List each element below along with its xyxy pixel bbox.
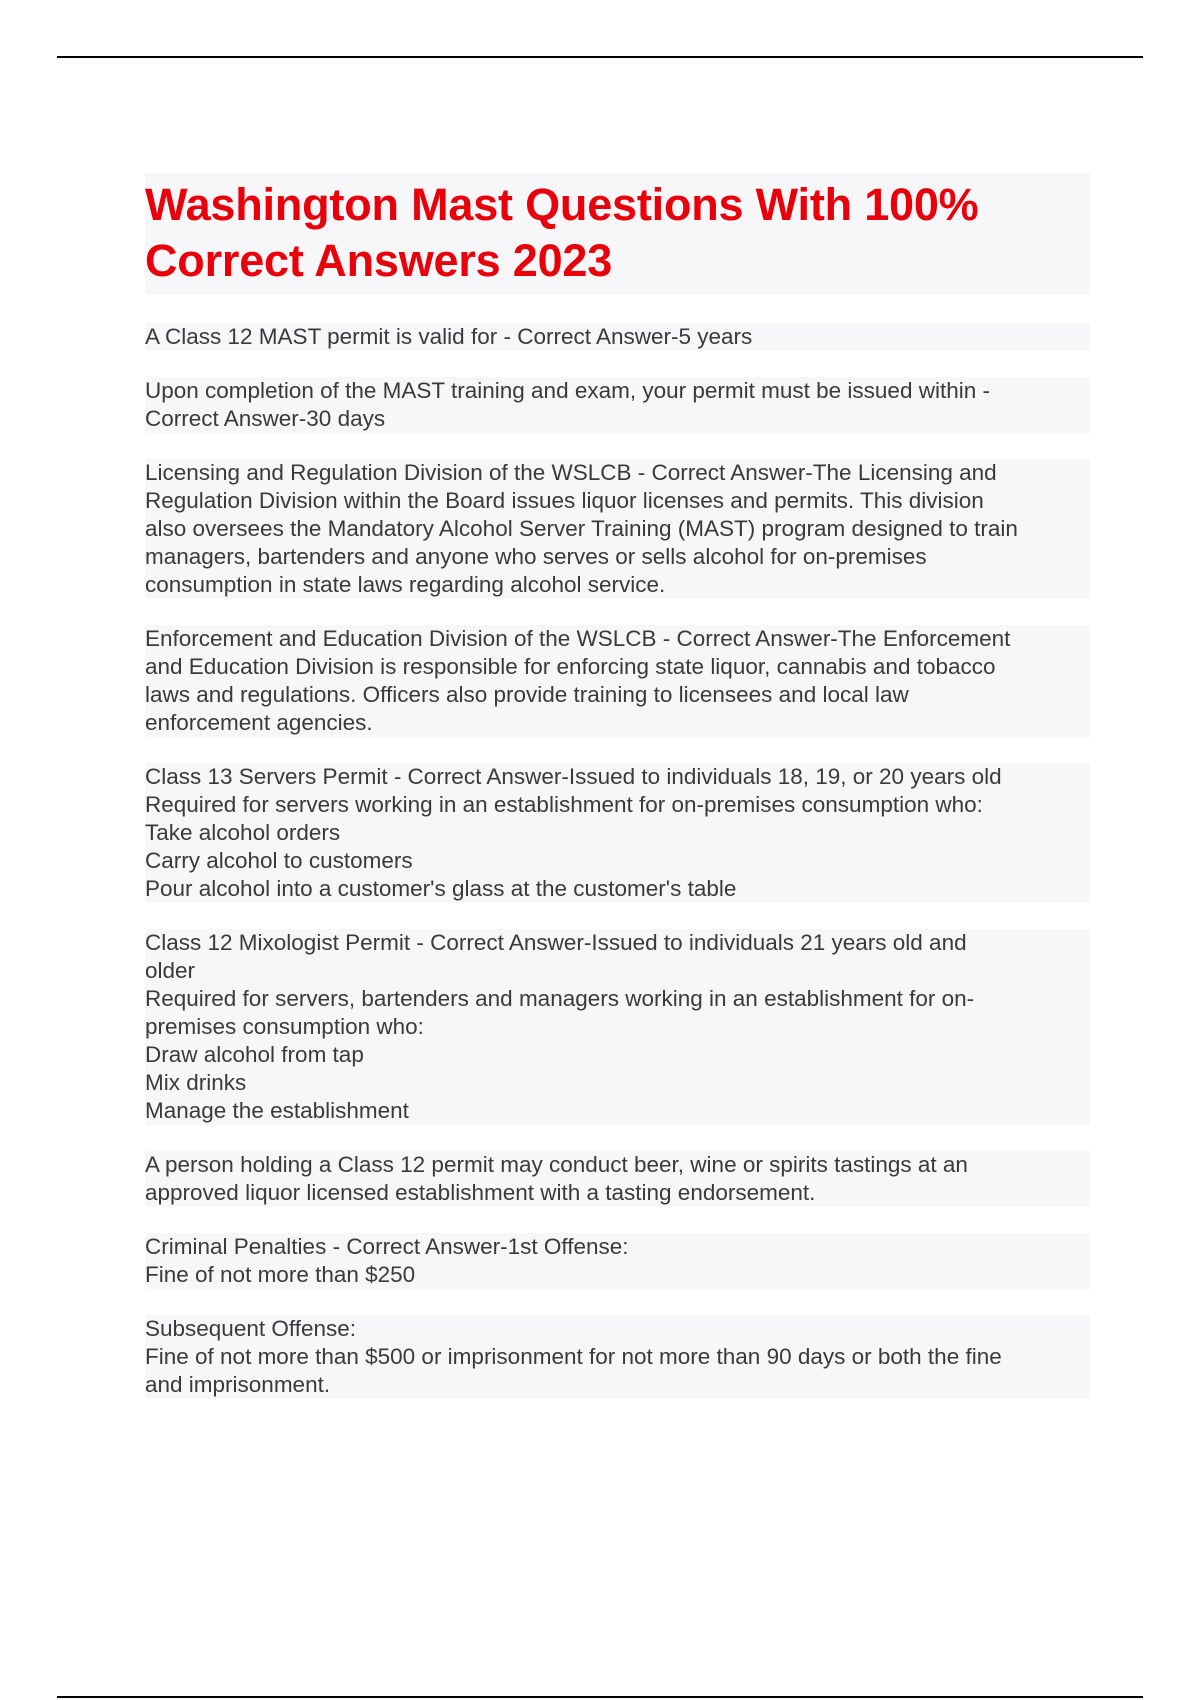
qa-text-line: and imprisonment. (145, 1371, 1090, 1399)
qa-text-line: A person holding a Class 12 permit may conduct beer, wine or spirits tastings at an (145, 1151, 1090, 1179)
qa-text-line: managers, bartenders and anyone who serves or sells alcohol for on-premises (145, 543, 1090, 571)
qa-entry (145, 459, 1090, 599)
qa-text-line: Fine of not more than $500 or imprisonment for not more than 90 days or both the fine (145, 1343, 1090, 1371)
qa-text-line: Manage the establishment (145, 1097, 1090, 1125)
qa-text-line: consumption in state laws regarding alcohol service. (145, 571, 1090, 599)
qa-text-line: laws and regulations. Officers also provide training to licensees and local law (145, 681, 1090, 709)
qa-text-line: Mix drinks (145, 1069, 1090, 1097)
qa-text-line: Draw alcohol from tap (145, 1041, 1090, 1069)
qa-entry (145, 377, 1090, 433)
qa-text-line: Pour alcohol into a customer's glass at the customer's table (145, 875, 1090, 903)
qa-text-line: older (145, 957, 1090, 985)
document-title (145, 177, 1090, 289)
qa-text-line: premises consumption who: (145, 1013, 1090, 1041)
qa-text-line: Carry alcohol to customers (145, 847, 1090, 875)
top-divider (57, 56, 1143, 58)
qa-text-line: Required for servers working in an establishment for on-premises consumption who: (145, 791, 1090, 819)
title-line: Washington Mast Questions With 100% (145, 179, 979, 230)
qa-entry (145, 625, 1090, 737)
qa-entry (145, 763, 1090, 903)
qa-text-line: Take alcohol orders (145, 819, 1090, 847)
qa-entry (145, 323, 1090, 351)
qa-text-line: Required for servers, bartenders and managers working in an establishment for on- (145, 985, 1090, 1013)
title-line: Correct Answers 2023 (145, 235, 613, 286)
qa-text-line: Criminal Penalties - Correct Answer-1st Offense: (145, 1233, 1090, 1261)
qa-text-line: Subsequent Offense: (145, 1315, 1090, 1343)
qa-text-line: enforcement agencies. (145, 709, 1090, 737)
qa-text-line: Licensing and Regulation Division of the WSLCB - Correct Answer-The Licensing and (145, 459, 1090, 487)
qa-entry (145, 1151, 1090, 1207)
qa-text-line: Fine of not more than $250 (145, 1261, 1090, 1289)
qa-text-line: A Class 12 MAST permit is valid for - Correct Answer-5 years (145, 323, 1090, 351)
qa-entry (145, 929, 1090, 1125)
document-body (145, 173, 1090, 1425)
qa-text-line: Upon completion of the MAST training and exam, your permit must be issued within - (145, 377, 1090, 405)
qa-text-line: Enforcement and Education Division of the WSLCB - Correct Answer-The Enforcement (145, 625, 1090, 653)
qa-text-line: Class 13 Servers Permit - Correct Answer-Issued to individuals 18, 19, or 20 years old (145, 763, 1090, 791)
qa-text-line: Correct Answer-30 days (145, 405, 1090, 433)
qa-text-line: Class 12 Mixologist Permit - Correct Answer-Issued to individuals 21 years old and (145, 929, 1090, 957)
title-block (145, 173, 1090, 295)
qa-text-line: and Education Division is responsible for enforcing state liquor, cannabis and tobacco (145, 653, 1090, 681)
qa-text-line: approved liquor licensed establishment with a tasting endorsement. (145, 1179, 1090, 1207)
qa-text-line: Regulation Division within the Board issues liquor licenses and permits. This division (145, 487, 1090, 515)
qa-entry (145, 1315, 1090, 1399)
qa-list (145, 323, 1090, 1399)
qa-entry (145, 1233, 1090, 1289)
qa-text-line: also oversees the Mandatory Alcohol Server Training (MAST) program designed to train (145, 515, 1090, 543)
bottom-divider (57, 1696, 1143, 1698)
